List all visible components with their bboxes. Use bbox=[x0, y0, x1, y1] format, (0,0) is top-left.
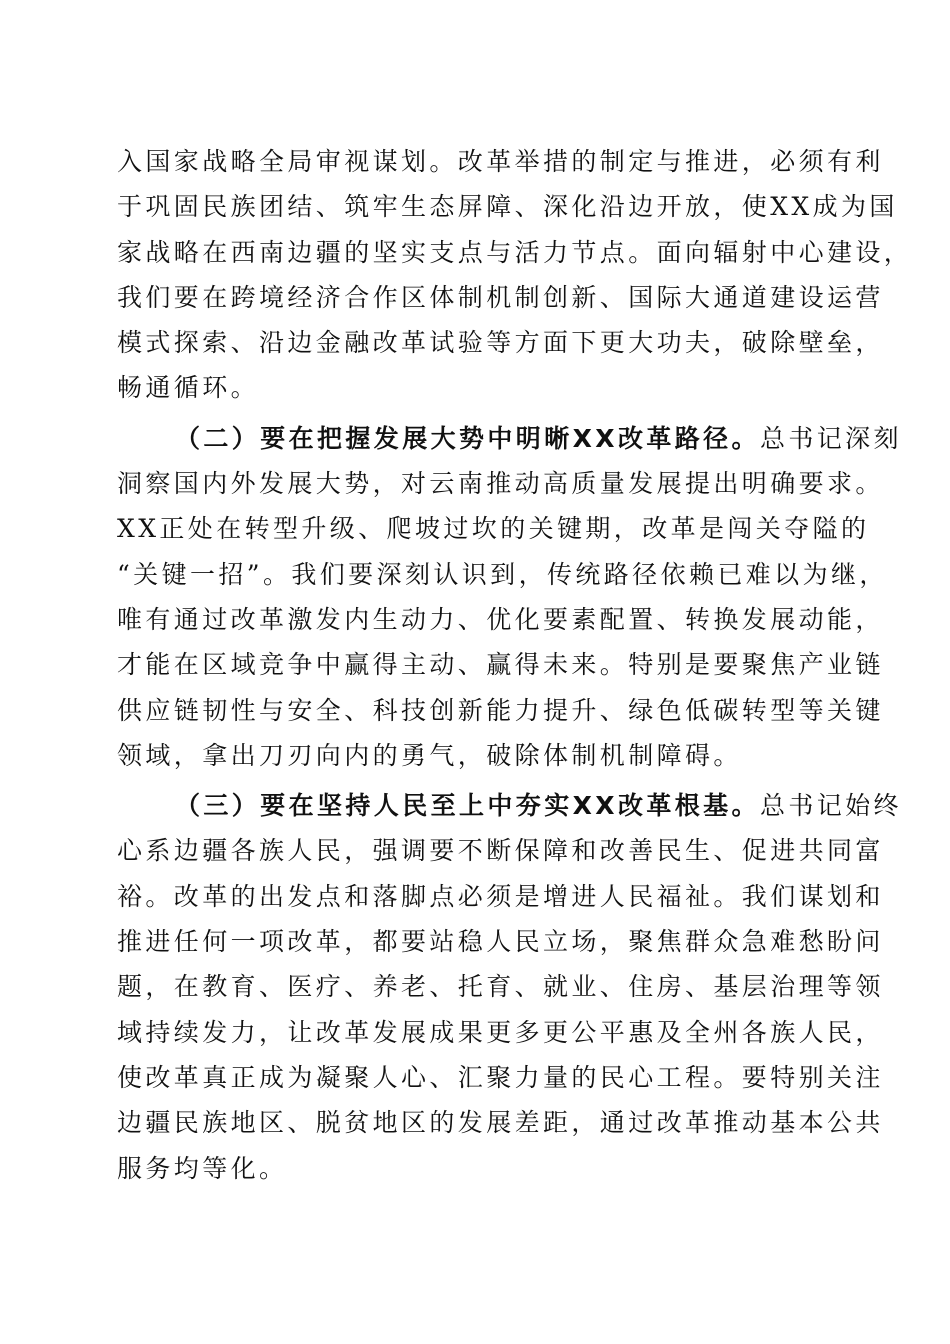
text-line: 边疆民族地区、脱贫地区的发展差距，通过改革推动基本公共 bbox=[117, 1108, 884, 1138]
text-line: 唯有通过改革激发内生动力、优化要素配置、转换发展动能， bbox=[117, 604, 884, 634]
text-line: 入国家战略全局审视谋划。改革举措的制定与推进，必须有利 bbox=[117, 147, 884, 176]
text-line: 洞察国内外发展大势，对云南推动高质量发展提出明确要求。 bbox=[117, 469, 884, 499]
text-line: XX正处在转型升级、爬坡过坎的关键期，改革是闯关夺隘的 bbox=[117, 514, 870, 544]
text-line: 家战略在西南边疆的坚实支点与活力节点。面向辐射中心建设， bbox=[117, 237, 913, 267]
text-line: 域持续发力，让改革发展成果更多更公平惠及全州各族人民， bbox=[117, 1017, 884, 1047]
text-line: 心系边疆各族人民，强调要不断保障和改善民生、促进共同富 bbox=[117, 836, 884, 866]
text-line: 我们要在跨境经济合作区体制机制创新、国际大通道建设运营 bbox=[117, 282, 884, 312]
text-line bbox=[117, 783, 902, 828]
text-line: 使改革真正成为凝聚人心、汇聚力量的民心工程。要特别关注 bbox=[117, 1062, 884, 1092]
text-line: 裕。改革的出发点和落脚点必须是增进人民福祉。我们谋划和 bbox=[117, 881, 884, 911]
text-line: 才能在区域竞争中赢得主动、赢得未来。特别是要聚焦产业链 bbox=[117, 650, 884, 680]
text-line: 服务均等化。 bbox=[117, 1153, 288, 1183]
text-line: 题，在教育、医疗、养老、托育、就业、住房、基层治理等领 bbox=[117, 972, 884, 1002]
text-run: 总书记深刻 bbox=[759, 423, 902, 453]
paragraph-2 bbox=[117, 416, 902, 778]
text-line: “关键一招”。我们要深刻认识到，传统路径依赖已难以为继， bbox=[117, 559, 888, 589]
section-heading-2: （二）要在把握发展大势中明晰XX改革路径。 bbox=[175, 423, 760, 453]
text-line: 供应链韧性与安全、科技创新能力提升、绿色低碳转型等关键 bbox=[117, 695, 884, 725]
section-heading-3: （三）要在坚持人民至上中夯实XX改革根基。 bbox=[175, 791, 760, 821]
document-body bbox=[117, 139, 913, 1191]
text-line bbox=[117, 416, 902, 461]
paragraph-3 bbox=[117, 783, 902, 1191]
text-line: 模式探索、沿边金融改革试验等方面下更大功夫，破除壁垒， bbox=[117, 328, 884, 358]
text-line: 畅通循环。 bbox=[117, 373, 260, 403]
text-run: 总书记始终 bbox=[759, 791, 902, 821]
text-line: 于巩固民族团结、筑牢生态屏障、深化沿边开放，使XX成为国 bbox=[117, 192, 898, 222]
text-line: 推进任何一项改革，都要站稳人民立场，聚焦群众急难愁盼问 bbox=[117, 927, 884, 957]
text-line: 领域，拿出刀刃向内的勇气，破除体制机制障碍。 bbox=[117, 740, 742, 770]
paragraph-1 bbox=[117, 139, 913, 411]
